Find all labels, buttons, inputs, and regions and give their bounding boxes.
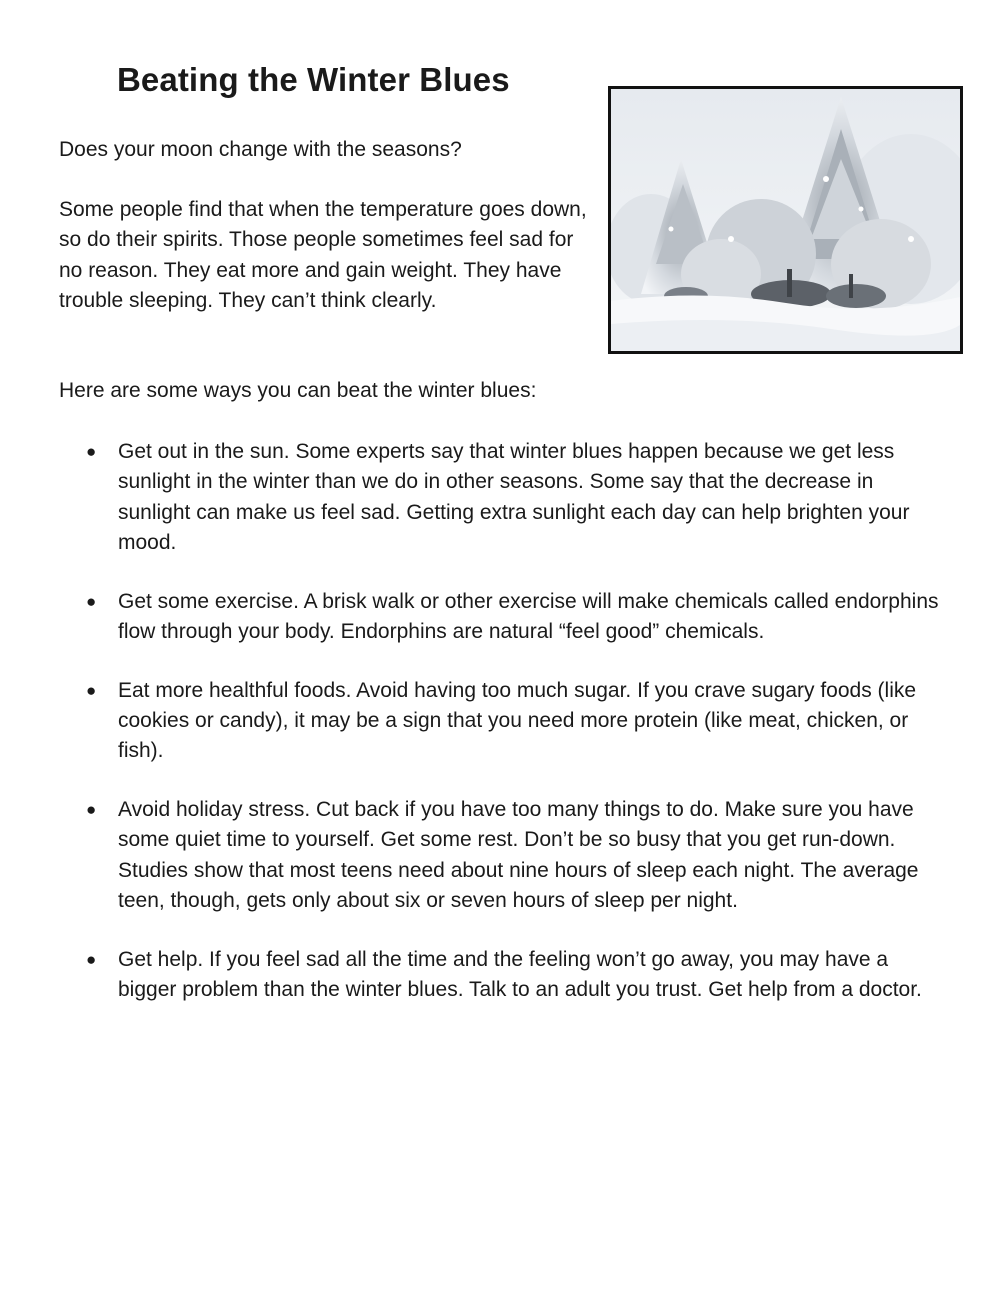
tip-item-4 (0, 795, 1000, 916)
tip-item-1 (0, 437, 1000, 558)
tip-item-3 (0, 676, 1000, 767)
symptoms-paragraph: Some people find that when the temperature goes down, so do their spirits. Those people sometimes feel sad for no reason. They eat more and gain weight. They have trouble sleeping. They can’t think clearly. (59, 198, 587, 312)
tip-text: Get some exercise. A brisk walk or other exercise will make chemicals called endorphins flow through your body. Endorphins are natural “feel good” chemicals. (118, 589, 939, 643)
tip-text: Eat more healthful foods. Avoid having too much sugar. If you crave sugary foods (like cookies or candy), it may be a sign that you need more protein (like meat, chicken, or fish). (118, 678, 917, 763)
page-title: Beating the Winter Blues (117, 61, 510, 98)
tips-list (0, 437, 1000, 1034)
tip-item-5 (0, 945, 1000, 1006)
tips-lead-in: Here are some ways you can beat the winter blues: (59, 379, 537, 402)
snowy-forest-illustration (611, 89, 960, 351)
bullet-icon: ● (86, 949, 97, 969)
intro-question: Does your moon change with the seasons? (59, 138, 462, 161)
tip-text: Get out in the sun. Some experts say that winter blues happen because we get less sunlight in the winter than we do in other seasons. Some say that the decrease in sunlight can make us feel sad. Getting extra sunlight each day can help brighten your mood. (118, 440, 910, 554)
tip-item-2 (0, 587, 1000, 648)
bullet-icon: ● (86, 591, 97, 611)
winter-trees-photo (608, 86, 963, 354)
bullet-icon: ● (86, 680, 97, 700)
bullet-icon: ● (86, 800, 97, 820)
tip-text: Avoid holiday stress. Cut back if you have too many things to do. Make sure you have some quiet time to yourself. Get some rest. Don’t be so busy that you get run-down. Studies show that most teens need about nine hours of sleep each night. The average teen, though, gets only about six or seven hours of sleep per night. (118, 798, 919, 913)
bullet-icon: ● (86, 442, 97, 461)
tip-text: Get help. If you feel sad all the time and the feeling won’t go away, you may have a bigger problem than the winter blues. Talk to an adult you trust. Get help from a doctor. (118, 947, 922, 1002)
